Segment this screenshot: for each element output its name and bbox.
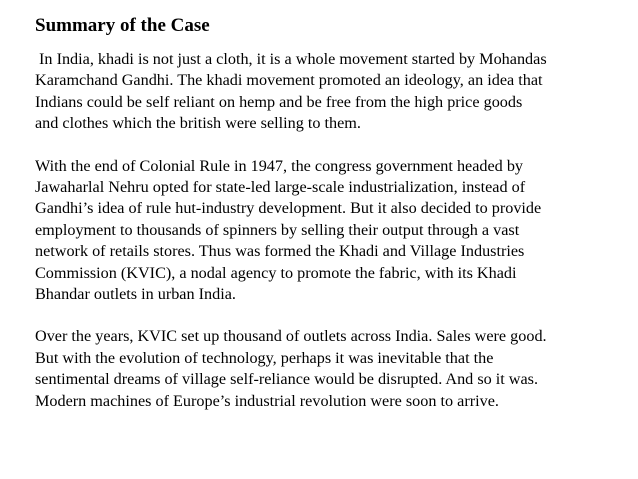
paragraph-line: Over the years, KVIC set up thousand of outlets across India. Sales were good. — [35, 327, 547, 346]
paragraph-line: and clothes which the british were selling to them. — [35, 114, 361, 133]
paragraph-line: But with the evolution of technology, perhaps it was inevitable that the — [35, 348, 494, 367]
paragraph-line: Modern machines of Europe’s industrial revolution were soon to arrive. — [35, 391, 499, 410]
paragraph-line: In India, khadi is not just a cloth, it is a whole movement started by Mohandas — [35, 50, 547, 68]
paragraph-line: Commission (KVIC), a nodal agency to promote the fabric, with its Khadi — [35, 263, 517, 282]
paragraph-line: With the end of Colonial Rule in 1947, the congress government headed by — [35, 156, 524, 175]
paragraph-3 — [35, 326, 625, 412]
paragraph-line: Karamchand Gandhi. The khadi movement promoted an ideology, an idea that — [35, 71, 543, 90]
paragraph-1 — [35, 49, 625, 135]
paragraph-line: employment to thousands of spinners by selling their output through a vast — [35, 220, 520, 239]
paragraph-line: Bhandar outlets in urban India. — [35, 285, 236, 304]
slide-title: Summary of the Case — [35, 15, 210, 36]
slide-content — [35, 14, 625, 433]
paragraph-line: network of retails stores. Thus was formed the Khadi and Village Industries — [35, 242, 525, 261]
paragraph-line: Indians could be self reliant on hemp and be free from the high price goods — [35, 92, 523, 111]
paragraph-line: Gandhi’s idea of rule hut-industry development. But it also decided to provide — [35, 199, 542, 218]
paragraph-line: Jawaharlal Nehru opted for state-led large-scale industrialization, instead of — [35, 178, 526, 197]
paragraph-line: sentimental dreams of village self-reliance would be disrupted. And so it was. — [35, 370, 539, 389]
paragraph-2 — [35, 156, 625, 306]
